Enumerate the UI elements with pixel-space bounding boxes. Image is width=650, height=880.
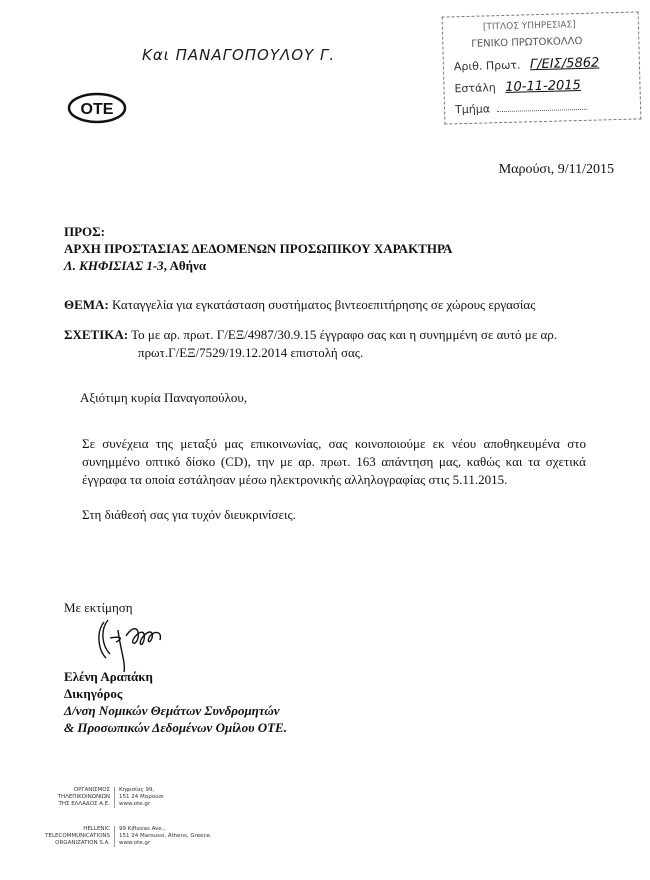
stamp-dept-label: Τμήμα [454,102,491,117]
recipient-address-street: Λ. ΚΗΦΙΣΙΑΣ 1-3 [64,258,164,273]
paragraph1-line3: έγγραφα τα οποία εστάλησαν μέσω ηλεκτρονικής αλληλογραφίας στις 5.11.2015. [82,472,508,487]
signatory-dept1: Δ/νση Νομικών Θεμάτων Συνδρομητών [64,703,280,718]
reference-block [64,325,620,344]
stamp-protocol-value: Γ/ΕΙΣ/5862 [529,55,600,73]
footer-org-gr-1: ΟΡΓΑΝΙΣΜΟΣ [73,787,110,793]
paragraph1-line2: συνημμένο οπτικό δίσκο (CD), την με αρ. πρωτ. 163 απάντηση μας, καθώς και τα σχετικά [82,454,586,469]
footer-addr-en-2: 151 24 Maroussi, Athens, Greece. [119,833,212,839]
signatory-dept2: & Προσωπικών Δεδομένων Ομίλου ΟΤΕ. [64,720,287,735]
closing: Με εκτίμηση [64,600,133,615]
recipient-address [64,256,206,275]
stamp-line2: ΓΕΝΙΚΟ ΠΡΩΤΟΚΟΛΛΟ [471,35,583,50]
signatory-title: Δικηγόρος [64,686,123,701]
footer-org-en-2: TELECOMMUNICATIONS [45,833,110,839]
reference-label: ΣΧΕΤΙΚΑ: [64,327,129,342]
footer-addr-gr-1: Κηφισίας 99, [119,787,155,793]
recipient-address-city: , Αθήνα [163,258,207,273]
footer-addr-gr [114,787,164,808]
subject-label: ΘΕΜΑ: [64,297,109,312]
salutation: Αξιότιμη κυρία Παναγοπούλου, [80,390,248,405]
footer-org-en-3: ORGANIZATION S.A. [55,840,110,846]
ote-logo [67,92,127,124]
footer-addr-en-1: 99 Kifissias Ave., [119,826,166,832]
place-date: Μαρούσι, 9/11/2015 [498,162,614,177]
footer-org-en-1: HELLENIC [83,826,110,832]
paragraph2: Στη διάθεσή σας για τυχόν διευκρινίσεις. [82,507,296,522]
stamp-dept-row [455,100,588,116]
footer-org-en [40,826,110,847]
footer-addr-en [114,826,212,847]
footer-addr-gr-3: www.ote.gr [119,801,151,807]
logo-text: OTE [80,101,114,118]
footer-org-gr-3: ΤΗΣ ΕΛΛΑΔΟΣ Α.Ε. [58,801,110,807]
stamp-sent-label: Εστάλη [454,81,496,96]
reference-line1: Το με αρ. πρωτ. Γ/ΕΞ/4987/30.9.15 έγγραφο σας και η συνημμένη σε αυτό με αρ. [131,327,558,342]
paragraph1-line1: Σε συνέχεια της μεταξύ μας επικοινωνίας, σας κοινοποιούμε εκ νέου αποθηκευμένα στο [82,436,586,451]
handwritten-note: Και ΠΑΝΑΓΟΠΟΥΛΟΥ Γ. [142,46,336,64]
stamp-sent-row [454,78,581,96]
footer-addr-en-3: www.ote.gr [119,840,151,846]
subject-text: Καταγγελία για εγκατάσταση συστήματος βιντεοεπιτήρησης σε χώρους εργασίας [112,297,536,312]
stamp-sent-value: 10-11-2015 [505,77,582,95]
reference-line2: πρωτ.Γ/ΕΞ/7529/19.12.2014 επιστολή σας. [138,345,364,360]
stamp-protocol-row [454,55,600,74]
footer-org-gr [40,787,110,808]
stamp-line1: [ΤΙΤΛΟΣ ΥΠΗΡΕΣΙΑΣ] [482,20,576,33]
stamp-protocol-label: Αριθ. Πρωτ. [453,58,521,74]
recipient-name: ΑΡΧΗ ΠΡΟΣΤΑΣΙΑΣ ΔΕΔΟΜΕΝΩΝ ΠΡΟΣΩΠΙΚΟΥ ΧΑΡΑΚΤΗΡΑ [64,241,453,256]
protocol-stamp [442,11,642,124]
recipient-label: ΠΡΟΣ: [64,224,105,239]
footer-addr-gr-2: 151 24 Μαρούσι [119,794,164,800]
signatory-name: Ελένη Αραπάκη [64,669,153,684]
footer-org-gr-2: ΤΗΛΕΠΙΚΟΙΝΩΝΙΩΝ [57,794,110,800]
subject-line [64,295,535,314]
